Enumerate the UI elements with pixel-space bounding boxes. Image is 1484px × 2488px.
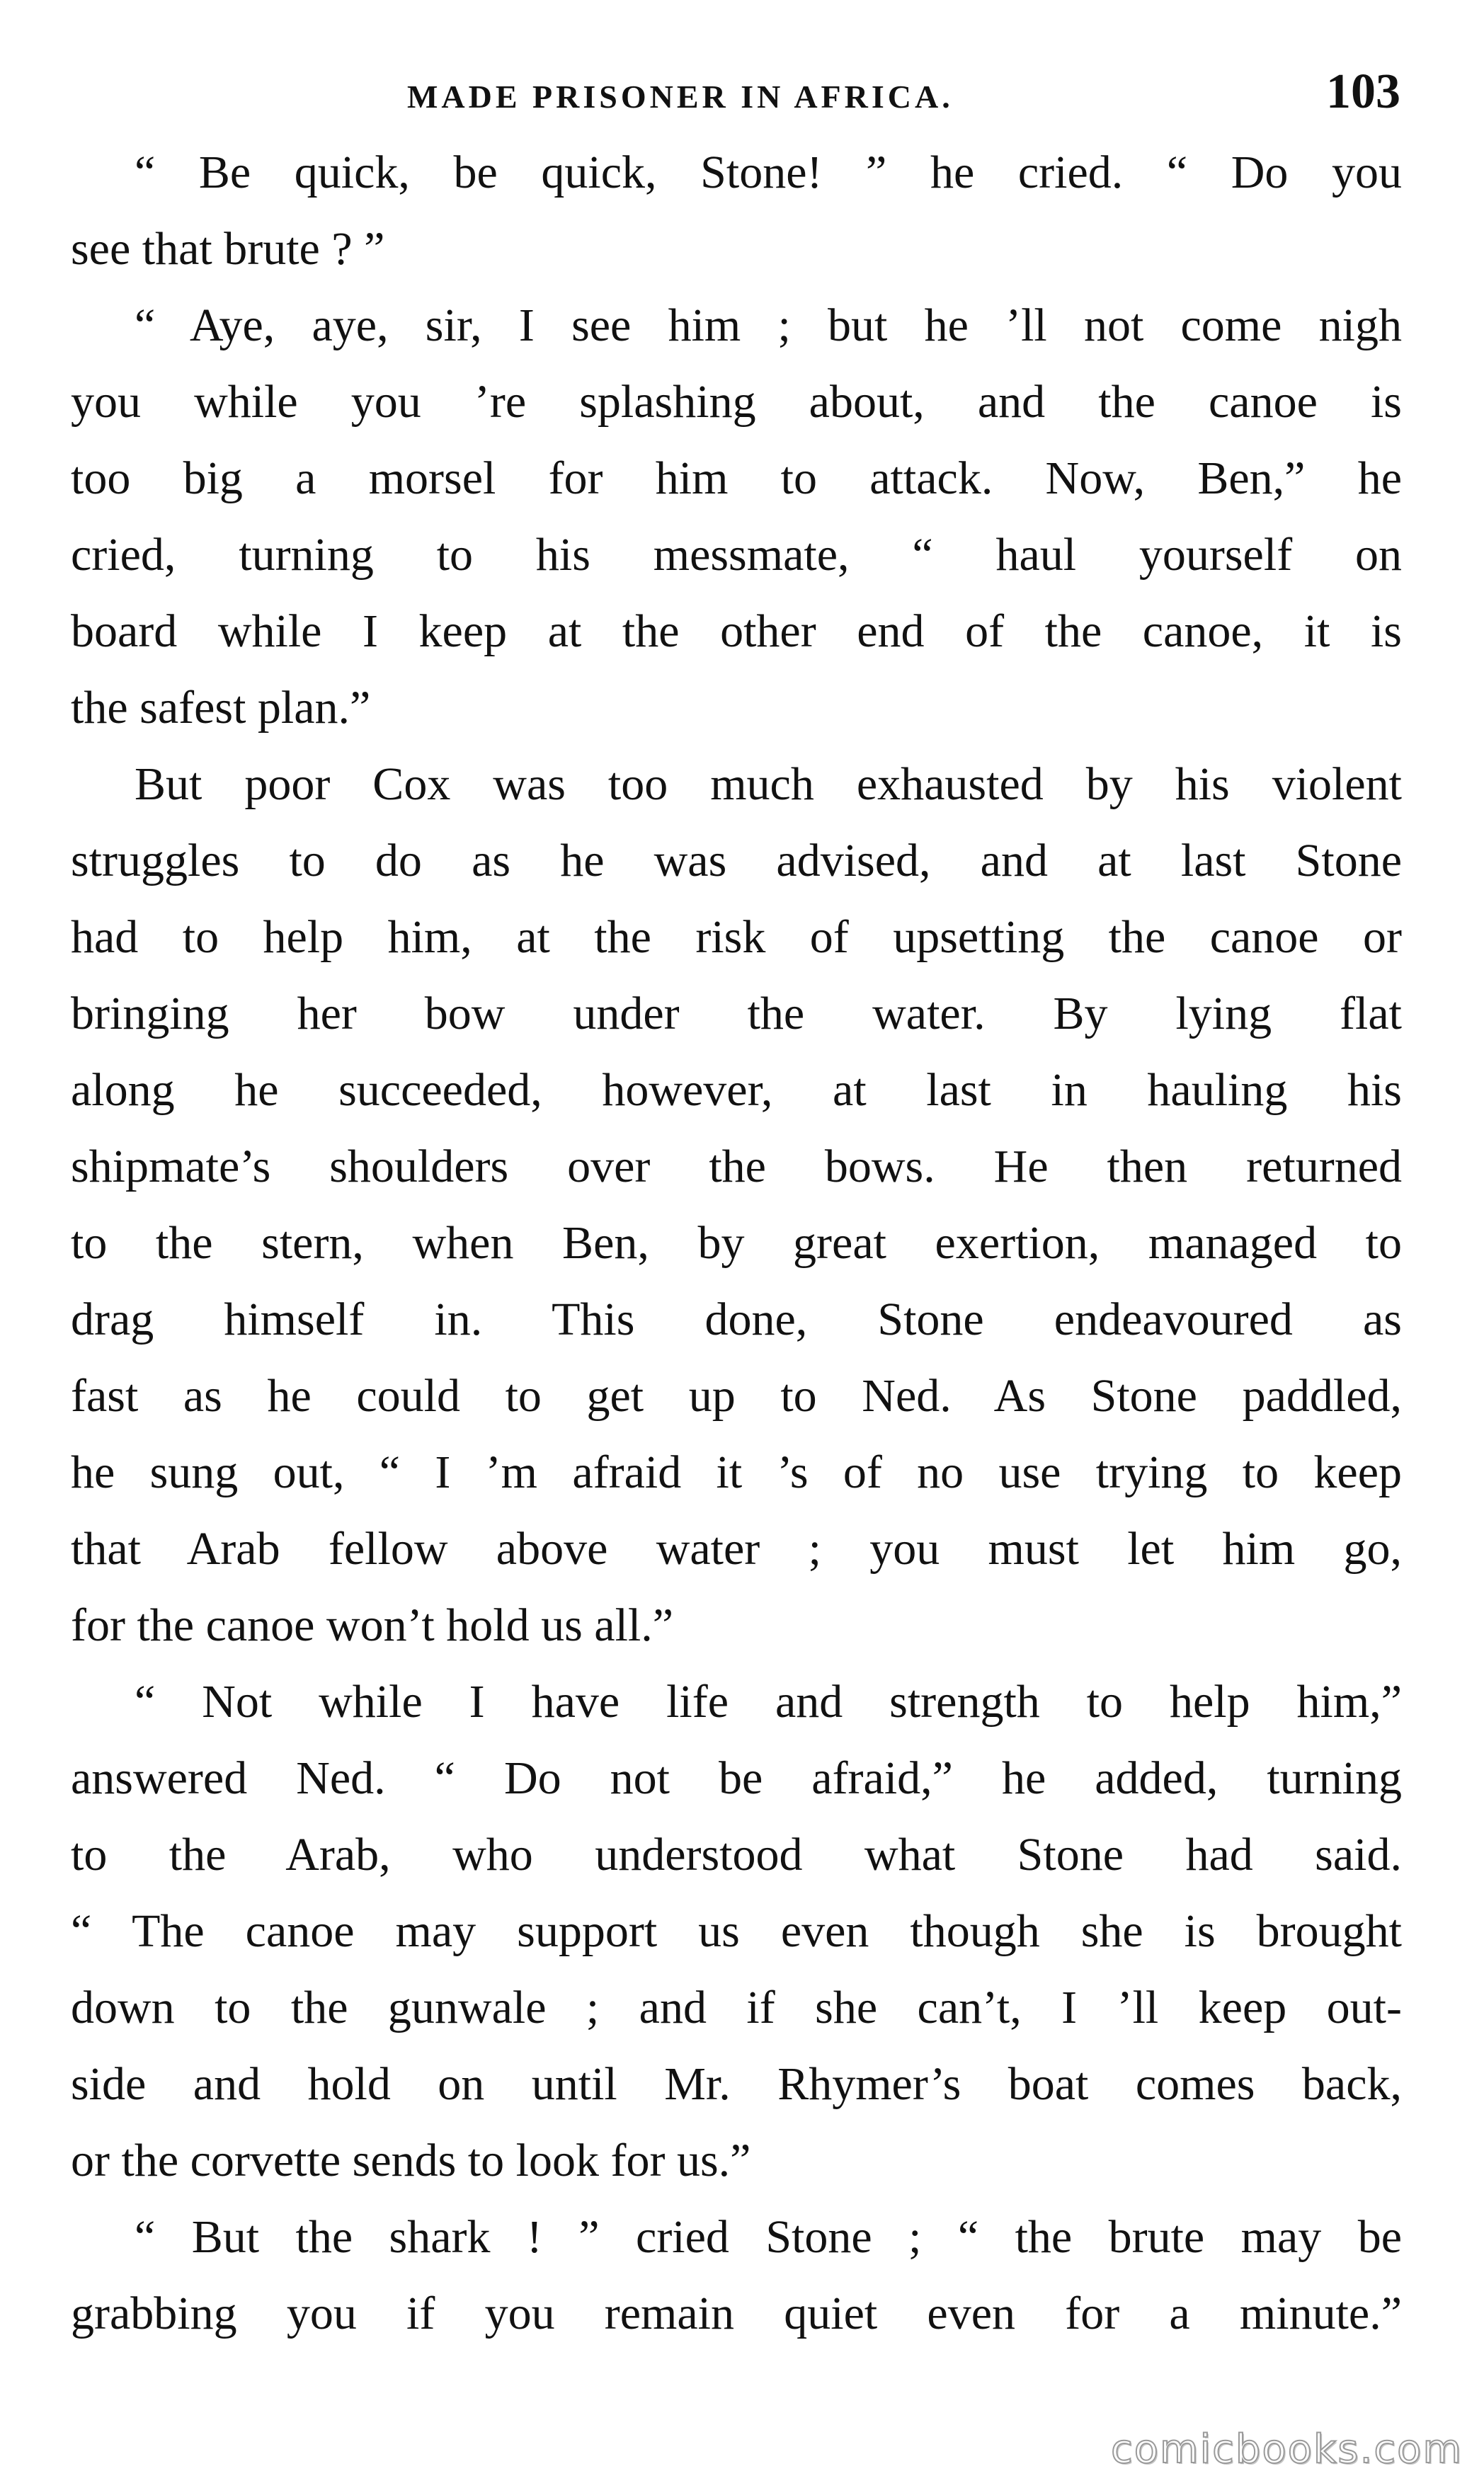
text-line: side and hold on until Mr. Rhymer’s boat comes back, — [71, 2058, 1402, 2110]
text-line: answered Ned. “ Do not be afraid,” he added, turning — [71, 1752, 1402, 1804]
text-line: “ Aye, aye, sir, I see him ; but he ’ll not come nigh — [135, 299, 1402, 351]
text-line: or the corvette sends to look for us.” — [71, 2135, 751, 2186]
text-line: struggles to do as he was advised, and at last Stone — [71, 835, 1402, 886]
text-line: “ Not while I have life and strength to help him,” — [135, 1676, 1402, 1728]
paragraph-5 — [71, 2199, 1402, 2352]
text-line: see that brute ? ” — [71, 223, 385, 275]
body-text — [71, 135, 1402, 2352]
text-line: “ Be quick, be quick, Stone! ” he cried. “ Do you — [135, 147, 1402, 198]
paragraph-2 — [71, 287, 1402, 746]
page-header — [71, 50, 1402, 135]
text-line: grabbing you if you remain quiet even for a minute.” — [71, 2288, 1402, 2339]
paragraph-4 — [71, 1664, 1402, 2199]
text-line: along he succeeded, however, at last in hauling his — [71, 1064, 1402, 1116]
text-line: he sung out, “ I ’m afraid it ’s of no use trying to keep — [71, 1446, 1402, 1498]
text-line: to the stern, when Ben, by great exertion, managed to — [71, 1217, 1402, 1269]
text-line: shipmate’s shoulders over the bows. He then returned — [71, 1141, 1402, 1192]
text-line: fast as he could to get up to Ned. As Stone paddled, — [71, 1370, 1402, 1422]
text-line: board while I keep at the other end of the canoe, it is — [71, 605, 1402, 657]
running-head: MADE PRISONER IN AFRICA. — [407, 79, 954, 115]
page-number: 103 — [1326, 64, 1400, 119]
text-line: for the canoe won’t hold us all.” — [71, 1599, 674, 1651]
text-line: But poor Cox was too much exhausted by his violent — [135, 758, 1402, 810]
text-line: the safest plan.” — [71, 682, 371, 734]
text-line: to the Arab, who understood what Stone had said. — [71, 1829, 1402, 1881]
text-line: down to the gunwale ; and if she can’t, I ’ll keep out- — [71, 1982, 1402, 2033]
book-page — [71, 50, 1402, 2352]
text-line: bringing her bow under the water. By lying flat — [71, 988, 1402, 1039]
text-line: too big a morsel for him to attack. Now, Ben,” he — [71, 452, 1402, 504]
text-line: cried, turning to his messmate, “ haul yourself on — [71, 529, 1402, 581]
text-line: you while you ’re splashing about, and the canoe is — [71, 376, 1402, 428]
text-line: that Arab fellow above water ; you must let him go, — [71, 1523, 1402, 1575]
text-line: had to help him, at the risk of upsetting the canoe or — [71, 911, 1402, 963]
text-line: “ But the shark ! ” cried Stone ; “ the brute may be — [135, 2211, 1402, 2263]
watermark: comicbooks.com — [1110, 2426, 1463, 2472]
text-line: “ The canoe may support us even though she is brought — [71, 1905, 1402, 1957]
paragraph-3 — [71, 746, 1402, 1664]
paragraph-1 — [71, 135, 1402, 287]
text-line: drag himself in. This done, Stone endeavoured as — [71, 1294, 1402, 1345]
